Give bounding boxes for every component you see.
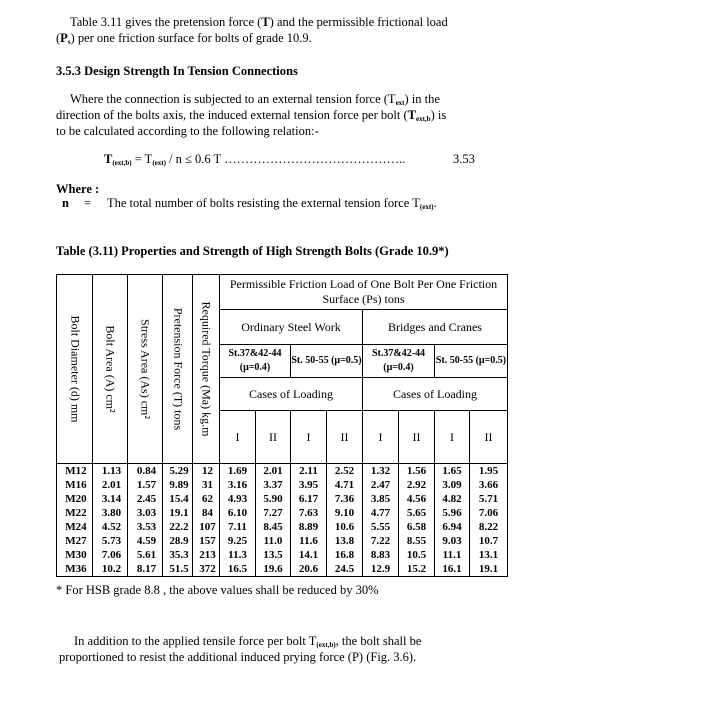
- table-cell: 10.5: [399, 548, 435, 562]
- case-label: II: [256, 411, 291, 464]
- intro-line-2: [56, 30, 312, 50]
- table-cell: 5.61: [128, 548, 163, 562]
- bolt-size-cell: M16: [57, 478, 93, 492]
- ordinary-steel-header: Ordinary Steel Work: [220, 310, 363, 345]
- table-cell: 13.1: [470, 548, 508, 562]
- closing-sub: (ext,b): [316, 641, 336, 649]
- closing-line-2: proportioned to resist the additional induced prying force (P) (Fig. 3.6).: [59, 650, 417, 664]
- col-header-torque: Required Torque (Ma) kg.m: [193, 275, 220, 464]
- table-cell: 3.03: [128, 506, 163, 520]
- table-cell: 11.0: [256, 534, 291, 548]
- col-header-diameter: Bolt Diameter (d) mm: [57, 275, 93, 464]
- table-cell: 3.14: [93, 492, 128, 506]
- table-cell: 2.01: [93, 478, 128, 492]
- table-cell: 19.6: [256, 562, 291, 577]
- section-heading: 3.5.3 Design Strength In Tension Connections: [56, 64, 298, 78]
- table-cell: 16.8: [327, 548, 363, 562]
- table-cell: 7.11: [220, 520, 256, 534]
- where-description: [107, 195, 437, 215]
- para2-text: direction of the bolts axis, the induced external tension force per bolt (: [56, 108, 408, 122]
- table-cell: 6.58: [399, 520, 435, 534]
- intro-text: ) per one friction surface for bolts of grade 10.9.: [70, 31, 312, 45]
- table-cell: 4.56: [399, 492, 435, 506]
- table-cell: 4.59: [128, 534, 163, 548]
- table-cell: 62: [193, 492, 220, 506]
- table-cell: 13.8: [327, 534, 363, 548]
- cases-of-loading-header: Cases of Loading: [220, 378, 363, 411]
- bolt-properties-table: [56, 274, 508, 577]
- table-cell: 2.47: [363, 478, 399, 492]
- table-cell: 28.9: [163, 534, 193, 548]
- table-cell: 3.09: [435, 478, 470, 492]
- st50-header: St. 50-55 (μ=0.5): [435, 345, 508, 378]
- table-row: [57, 534, 508, 548]
- where-text: .: [433, 196, 437, 210]
- equation-text: / n ≤ 0.6 T ……………………………………..: [165, 152, 406, 166]
- table-cell: 13.5: [256, 548, 291, 562]
- table-cell: 16.1: [435, 562, 470, 577]
- table-cell: 11.3: [220, 548, 256, 562]
- para2-text: ) is: [430, 108, 447, 122]
- table-cell: 8.17: [128, 562, 163, 577]
- table-cell: 5.71: [470, 492, 508, 506]
- table-cell: 7.06: [470, 506, 508, 520]
- table-cell: 6.94: [435, 520, 470, 534]
- table-cell: 3.37: [256, 478, 291, 492]
- table-cell: 8.55: [399, 534, 435, 548]
- table-cell: 157: [193, 534, 220, 548]
- table-row: [57, 562, 508, 577]
- table-cell: 5.73: [93, 534, 128, 548]
- table-cell: 3.16: [220, 478, 256, 492]
- equation-number: 3.53: [453, 152, 475, 166]
- table-cell: 1.56: [399, 464, 435, 479]
- table-cell: 3.80: [93, 506, 128, 520]
- table-cell: 19.1: [470, 562, 508, 577]
- symbol-T: T: [261, 15, 270, 29]
- table-cell: 7.22: [363, 534, 399, 548]
- bolt-size-cell: M36: [57, 562, 93, 577]
- table-cell: 35.3: [163, 548, 193, 562]
- case-label: II: [470, 411, 508, 464]
- case-label: II: [327, 411, 363, 464]
- table-cell: 12.9: [363, 562, 399, 577]
- table-cell: 1.95: [470, 464, 508, 479]
- table-cell: 4.82: [435, 492, 470, 506]
- table-cell: 11.1: [435, 548, 470, 562]
- where-equals: =: [84, 196, 92, 210]
- para2-sub: ext: [395, 99, 405, 107]
- case-label: I: [435, 411, 470, 464]
- bolt-size-cell: M24: [57, 520, 93, 534]
- st37-header: St.37&42-44 (μ=0.4): [220, 345, 291, 378]
- table-cell: 3.66: [470, 478, 508, 492]
- symbol-Ps: P: [60, 31, 68, 45]
- table-cell: 5.65: [399, 506, 435, 520]
- intro-text: (: [56, 31, 61, 45]
- where-sub: (ext): [419, 203, 434, 211]
- table-row: [57, 478, 508, 492]
- bridges-cranes-header: Bridges and Cranes: [363, 310, 508, 345]
- table-cell: 6.10: [220, 506, 256, 520]
- where-text: The total number of bolts resisting the external tension force T: [107, 196, 420, 210]
- table-cell: 7.06: [93, 548, 128, 562]
- intro-text: ) and the permissible frictional load: [269, 15, 448, 29]
- table-cell: 2.52: [327, 464, 363, 479]
- table-cell: 6.17: [291, 492, 327, 506]
- para2-sub: ext,b: [415, 115, 431, 123]
- case-label: I: [363, 411, 399, 464]
- col-header-stress-area: Stress Area (As) cm²: [128, 275, 163, 464]
- equation-lhs-sub: (ext,b): [112, 159, 132, 167]
- friction-load-header: Permissible Friction Load of One Bolt Per One Friction Surface (Ps) tons: [220, 275, 508, 310]
- table-cell: 4.71: [327, 478, 363, 492]
- case-label: I: [220, 411, 256, 464]
- table-cell: 9.89: [163, 478, 193, 492]
- equation: [104, 151, 405, 171]
- table-cell: 1.13: [93, 464, 128, 479]
- table-cell: 2.01: [256, 464, 291, 479]
- table-cell: 8.45: [256, 520, 291, 534]
- table-row: [57, 464, 508, 479]
- intro-line-1: [70, 14, 448, 30]
- table-cell: 15.4: [163, 492, 193, 506]
- case-label: II: [399, 411, 435, 464]
- table-cell: 9.03: [435, 534, 470, 548]
- table-cell: 1.65: [435, 464, 470, 479]
- table-cell: 84: [193, 506, 220, 520]
- table-cell: 10.2: [93, 562, 128, 577]
- table-row: [57, 520, 508, 534]
- case-label: I: [291, 411, 327, 464]
- para2-text: ) in the: [404, 92, 440, 106]
- table-cell: 20.6: [291, 562, 327, 577]
- table-cell: 7.27: [256, 506, 291, 520]
- table-cell: 1.57: [128, 478, 163, 492]
- table-cell: 2.11: [291, 464, 327, 479]
- table-cell: 1.69: [220, 464, 256, 479]
- table-body: [57, 464, 508, 577]
- table-cell: 12: [193, 464, 220, 479]
- table-cell: 4.52: [93, 520, 128, 534]
- table-cell: 15.2: [399, 562, 435, 577]
- table-cell: 14.1: [291, 548, 327, 562]
- where-symbol-n: n: [62, 196, 69, 210]
- table-cell: 2.92: [399, 478, 435, 492]
- table-cell: 0.84: [128, 464, 163, 479]
- st37-header: St.37&42-44 (μ=0.4): [363, 345, 435, 378]
- table-cell: 3.85: [363, 492, 399, 506]
- table-cell: 7.36: [327, 492, 363, 506]
- table-cell: 24.5: [327, 562, 363, 577]
- table-cell: 107: [193, 520, 220, 534]
- table-cell: 5.90: [256, 492, 291, 506]
- table-cell: 5.29: [163, 464, 193, 479]
- table-cell: 22.2: [163, 520, 193, 534]
- table-cell: 5.55: [363, 520, 399, 534]
- table-cell: 19.1: [163, 506, 193, 520]
- bolt-size-cell: M12: [57, 464, 93, 479]
- equation-sub: (ext): [152, 159, 166, 167]
- table-cell: 10.6: [327, 520, 363, 534]
- table-cell: 372: [193, 562, 220, 577]
- table-cell: 213: [193, 548, 220, 562]
- bolt-size-cell: M30: [57, 548, 93, 562]
- symbol-Ps-sub: s: [67, 38, 71, 46]
- col-header-pretension: Pretension Force (T) tons: [163, 275, 193, 464]
- table-cell: 16.5: [220, 562, 256, 577]
- table-cell: 8.89: [291, 520, 327, 534]
- table-cell: 3.53: [128, 520, 163, 534]
- table-cell: 10.7: [470, 534, 508, 548]
- table-cell: 9.25: [220, 534, 256, 548]
- bolt-size-cell: M27: [57, 534, 93, 548]
- table-cell: 9.10: [327, 506, 363, 520]
- table-cell: 7.63: [291, 506, 327, 520]
- closing-text: , the bolt shall be: [335, 634, 422, 648]
- table-cell: 5.96: [435, 506, 470, 520]
- table-row: [57, 548, 508, 562]
- equation-lhs: T: [104, 152, 113, 166]
- table-cell: 3.95: [291, 478, 327, 492]
- where-label: Where :: [56, 182, 100, 196]
- table-cell: 51.5: [163, 562, 193, 577]
- table-row: [57, 492, 508, 506]
- equation-text: = T: [131, 152, 153, 166]
- table-cell: 31: [193, 478, 220, 492]
- cases-of-loading-header: Cases of Loading: [363, 378, 508, 411]
- table-title: Table (3.11) Properties and Strength of High Strength Bolts (Grade 10.9*): [56, 244, 449, 258]
- table-cell: 1.32: [363, 464, 399, 479]
- para2-line-3: to be calculated according to the following relation:-: [56, 124, 319, 138]
- table-cell: 8.83: [363, 548, 399, 562]
- bolt-size-cell: M22: [57, 506, 93, 520]
- table-cell: 11.6: [291, 534, 327, 548]
- footnote: * For HSB grade 8.8 , the above values shall be reduced by 30%: [56, 583, 379, 597]
- closing-text: In addition to the applied tensile force per bolt T: [74, 634, 317, 648]
- intro-text: Table 3.11 gives the pretension force (: [70, 15, 262, 29]
- table-cell: 2.45: [128, 492, 163, 506]
- st50-header: St. 50-55 (μ=0.5): [291, 345, 363, 378]
- bolt-size-cell: M20: [57, 492, 93, 506]
- table-cell: 4.77: [363, 506, 399, 520]
- para2-text: Where the connection is subjected to an external tension force (T: [70, 92, 396, 106]
- col-header-area: Bolt Area (A) cm²: [93, 275, 128, 464]
- table-cell: 8.22: [470, 520, 508, 534]
- table-row: [57, 506, 508, 520]
- table-cell: 4.93: [220, 492, 256, 506]
- symbol-T: T: [407, 108, 416, 122]
